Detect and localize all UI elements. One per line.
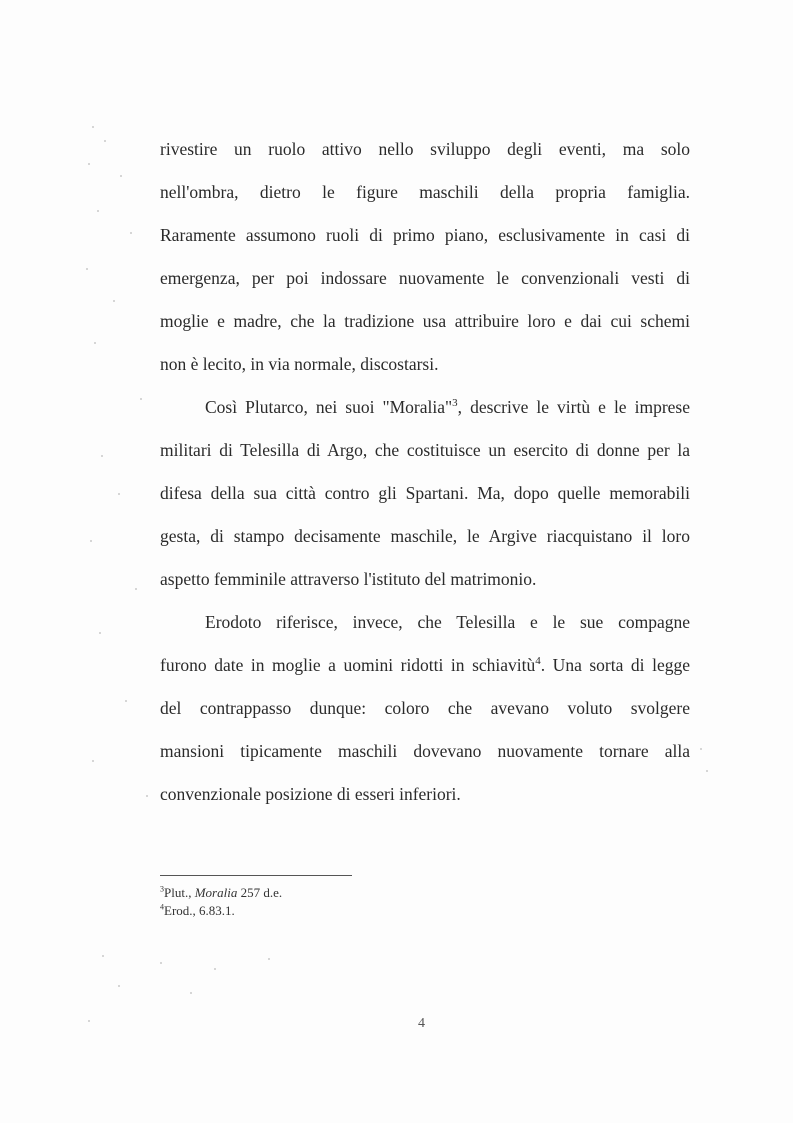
footnote-ref: 3: [452, 397, 458, 410]
text-line: emergenza, per poi indossare nuovamente le convenzionali vesti di: [160, 268, 690, 288]
text-span: . Una sorta di legge: [540, 655, 690, 675]
speckle: [113, 300, 115, 302]
speckle: [101, 455, 103, 457]
text-line: militari di Telesilla di Argo, che costituisce un esercito di donne per la: [160, 440, 690, 460]
speckle: [140, 398, 142, 400]
speckle: [190, 992, 192, 994]
text-line: difesa della sua città contro gli Spartani. Ma, dopo quelle memorabili: [160, 483, 690, 503]
text-line: nell'ombra, dietro le figure maschili della propria famiglia.: [160, 182, 690, 202]
speckle: [99, 632, 101, 634]
footnote: [160, 885, 282, 901]
speckle: [104, 140, 106, 142]
speckle: [102, 955, 104, 957]
footnote-suffix: 257 d.e.: [237, 885, 283, 900]
speckle: [90, 540, 92, 542]
footnote-prefix: Erod., 6.83.1.: [164, 903, 235, 918]
footnote-number: 4: [160, 902, 164, 912]
speckle: [94, 342, 96, 344]
text-span: furono date in moglie a uomini ridotti in schiavitù: [160, 655, 536, 675]
page-number: 4: [418, 1016, 425, 1031]
text-span: Così Plutarco, nei suoi "Moralia": [205, 397, 453, 417]
text-line: aspetto femminile attraverso l'istituto del matrimonio.: [160, 569, 537, 589]
text-line: mansioni tipicamente maschili dovevano nuovamente tornare alla: [160, 741, 690, 761]
text-line: Raramente assumono ruoli di primo piano, esclusivamente in casi di: [160, 225, 690, 245]
speckle: [160, 962, 162, 964]
speckle: [135, 588, 137, 590]
speckle: [125, 700, 127, 702]
speckle: [146, 795, 148, 797]
speckle: [118, 985, 120, 987]
text-line: moglie e madre, che la tradizione usa attribuire loro e dai cui schemi: [160, 311, 690, 331]
speckle: [214, 968, 216, 970]
footnote-ref: 4: [535, 655, 541, 668]
speckle: [86, 268, 88, 270]
footnote-divider: [160, 875, 352, 876]
text-line: [160, 654, 690, 676]
speckle: [700, 748, 702, 750]
text-line: rivestire un ruolo attivo nello sviluppo degli eventi, ma solo: [160, 139, 690, 159]
text-span: , descrive le virtù e le imprese: [457, 397, 690, 417]
speckle: [92, 126, 94, 128]
footnote-prefix: Plut.,: [164, 885, 195, 900]
speckle: [88, 163, 90, 165]
speckle: [88, 1020, 90, 1022]
text-line: del contrappasso dunque: coloro che avevano voluto svolgere: [160, 698, 690, 718]
footnote: [160, 903, 235, 919]
footnote-number: 3: [160, 884, 164, 894]
speckle: [130, 232, 132, 234]
speckle: [268, 958, 270, 960]
speckle: [92, 760, 94, 762]
text-line: non è lecito, in via normale, discostarsi.: [160, 354, 439, 374]
speckle: [120, 175, 122, 177]
text-line: gesta, di stampo decisamente maschile, le Argive riacquistano il loro: [160, 526, 690, 546]
text-line: [205, 396, 690, 418]
footnote-title: Moralia: [194, 885, 238, 900]
text-line: Erodoto riferisce, invece, che Telesilla e le sue compagne: [205, 612, 690, 632]
text-line: convenzionale posizione di esseri inferiori.: [160, 784, 461, 804]
speckle: [118, 493, 120, 495]
speckle: [97, 210, 99, 212]
speckle: [706, 770, 708, 772]
